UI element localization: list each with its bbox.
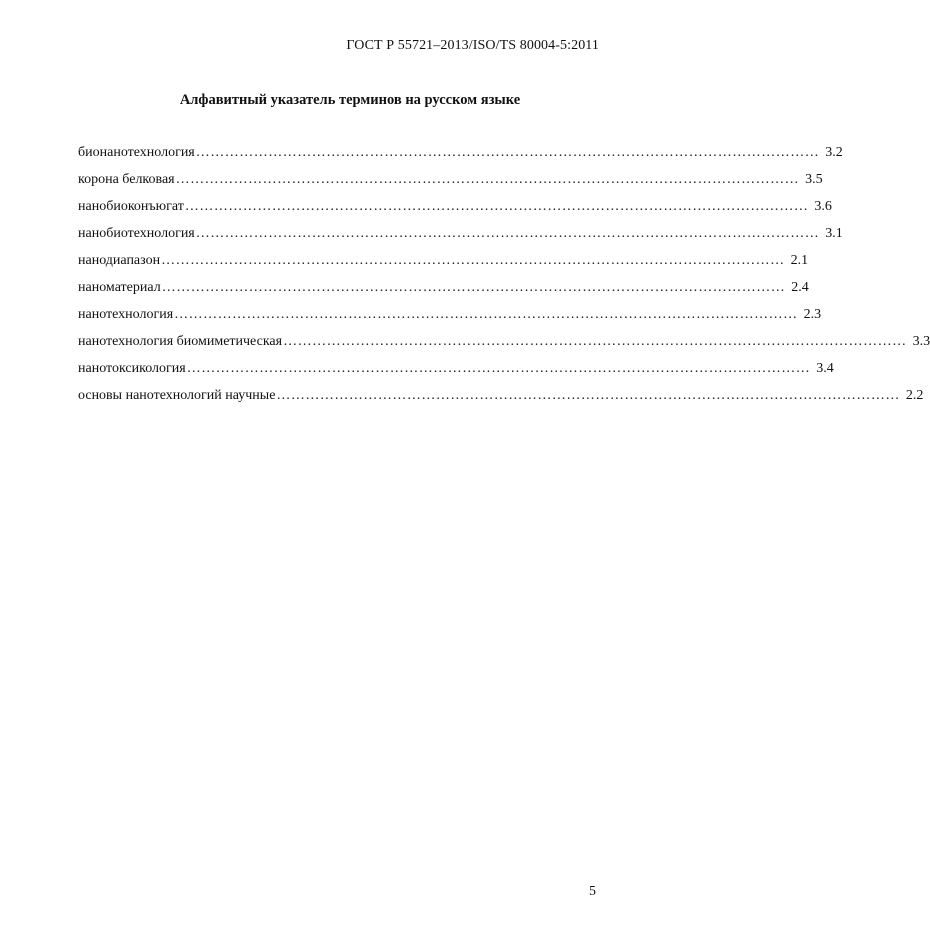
index-reference: 3.6	[814, 199, 832, 214]
index-title: Алфавитный указатель терминов на русском языке	[179, 92, 521, 108]
dot-leader: …………………………………………………………………………………………………………………	[186, 361, 811, 376]
index-entry	[78, 361, 834, 388]
index-term: корона белковая	[78, 172, 175, 187]
index-entry	[78, 307, 822, 334]
index-term: бионанотехнология	[78, 145, 195, 160]
dot-leader: …………………………………………………………………………………………………………………	[283, 334, 907, 349]
index-term: нанобиоконъюгат	[78, 199, 184, 214]
index-entry	[78, 172, 823, 199]
index-term: нанобиотехнология	[78, 226, 195, 241]
index-reference: 2.3	[803, 307, 822, 322]
index-term: нанодиапазон	[78, 253, 161, 268]
index-reference: 2.4	[791, 280, 809, 295]
index-term: наноматериал	[78, 280, 161, 295]
dot-leader: …………………………………………………………………………………………………………………	[175, 172, 800, 187]
term-index-list	[78, 145, 930, 415]
index-reference: 2.1	[790, 253, 809, 268]
dot-leader: …………………………………………………………………………………………………………………	[195, 145, 820, 160]
document-header: ГОСТ Р 55721–2013/ISO/TS 80004-5:2011	[346, 38, 599, 53]
index-entry	[78, 226, 843, 253]
index-reference: 2.2	[905, 388, 924, 403]
index-term: основы нанотехнологий научные	[78, 388, 276, 403]
index-term: нанотехнология	[78, 307, 174, 322]
index-reference: 3.5	[805, 172, 823, 187]
index-reference: 3.1	[825, 226, 843, 241]
index-term: нанотоксикология	[78, 361, 186, 376]
index-entry	[78, 145, 843, 172]
dot-leader: …………………………………………………………………………………………………………………	[184, 199, 809, 214]
index-reference: 3.3	[912, 334, 930, 349]
page-number: 5	[589, 884, 596, 899]
index-entry	[78, 388, 924, 415]
dot-leader: …………………………………………………………………………………………………………………	[276, 388, 900, 403]
index-reference: 3.4	[816, 361, 834, 376]
index-entry	[78, 253, 809, 280]
dot-leader: …………………………………………………………………………………………………………………	[161, 253, 785, 268]
index-entry	[78, 199, 832, 226]
index-entry	[78, 334, 930, 361]
index-entry	[78, 280, 809, 307]
dot-leader: …………………………………………………………………………………………………………………	[161, 280, 786, 295]
dot-leader: …………………………………………………………………………………………………………………	[195, 226, 820, 241]
dot-leader: …………………………………………………………………………………………………………………	[174, 307, 798, 322]
index-reference: 3.2	[825, 145, 843, 160]
index-term: нанотехнология биомиметическая	[78, 334, 283, 349]
